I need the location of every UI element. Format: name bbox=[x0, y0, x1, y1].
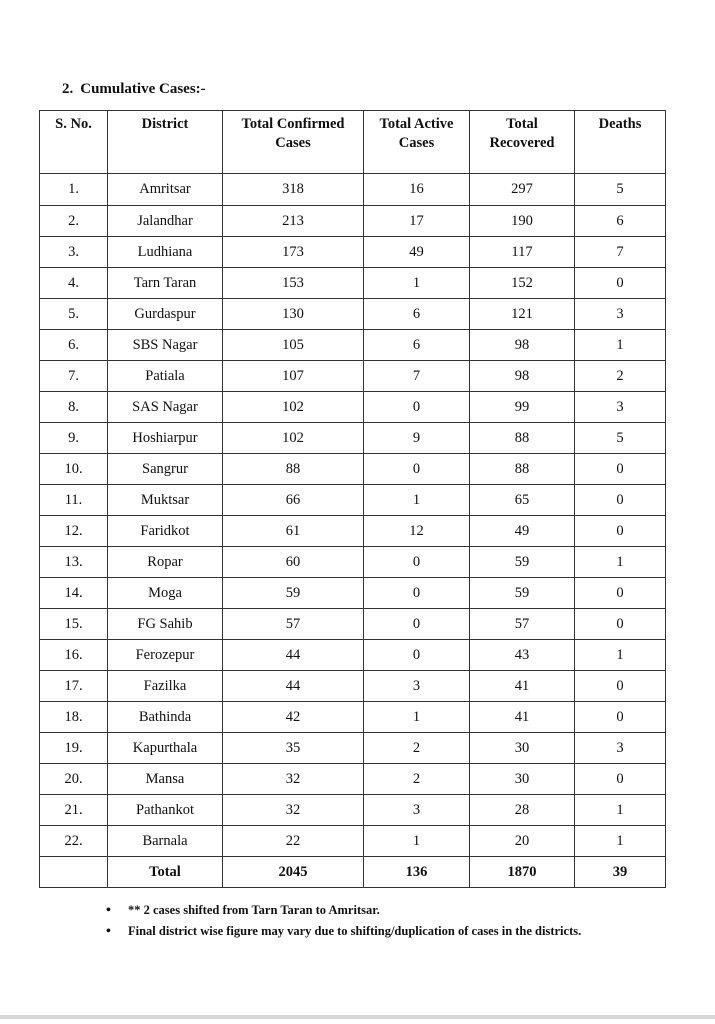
cell-district: Barnala bbox=[108, 826, 223, 857]
cell-active: 49 bbox=[364, 237, 470, 268]
table-header-row bbox=[40, 111, 666, 174]
cell-active: 0 bbox=[364, 609, 470, 640]
cell-recovered: 30 bbox=[470, 733, 575, 764]
cell-sno: 9. bbox=[40, 423, 108, 454]
cell-confirmed: 107 bbox=[223, 361, 364, 392]
table-row bbox=[40, 609, 666, 640]
cell-confirmed: 88 bbox=[223, 454, 364, 485]
cell-sno: 1. bbox=[40, 174, 108, 206]
cell-district: Mansa bbox=[108, 764, 223, 795]
cell-district: Kapurthala bbox=[108, 733, 223, 764]
header-district: District bbox=[108, 111, 223, 174]
table-row bbox=[40, 330, 666, 361]
cell-sno: 13. bbox=[40, 547, 108, 578]
cell-active: 1 bbox=[364, 826, 470, 857]
total-deaths: 39 bbox=[575, 857, 666, 888]
cell-deaths: 0 bbox=[575, 578, 666, 609]
table-row bbox=[40, 826, 666, 857]
cell-recovered: 98 bbox=[470, 330, 575, 361]
cell-district: Jalandhar bbox=[108, 206, 223, 237]
cell-recovered: 59 bbox=[470, 547, 575, 578]
cell-recovered: 30 bbox=[470, 764, 575, 795]
table-row bbox=[40, 299, 666, 330]
cell-sno: 16. bbox=[40, 640, 108, 671]
cell-active: 6 bbox=[364, 330, 470, 361]
header-deaths: Deaths bbox=[575, 111, 666, 174]
table-row bbox=[40, 578, 666, 609]
section-number: 2. bbox=[62, 81, 74, 97]
cell-confirmed: 59 bbox=[223, 578, 364, 609]
cell-active: 0 bbox=[364, 454, 470, 485]
cell-sno: 3. bbox=[40, 237, 108, 268]
cell-sno: 2. bbox=[40, 206, 108, 237]
cell-deaths: 1 bbox=[575, 330, 666, 361]
cell-confirmed: 105 bbox=[223, 330, 364, 361]
cumulative-cases-table bbox=[39, 110, 666, 888]
cell-confirmed: 102 bbox=[223, 392, 364, 423]
cell-recovered: 65 bbox=[470, 485, 575, 516]
cell-confirmed: 60 bbox=[223, 547, 364, 578]
cell-confirmed: 44 bbox=[223, 671, 364, 702]
cell-district: Fazilka bbox=[108, 671, 223, 702]
cell-confirmed: 22 bbox=[223, 826, 364, 857]
cell-sno: 11. bbox=[40, 485, 108, 516]
cell-active: 3 bbox=[364, 671, 470, 702]
table-body bbox=[40, 174, 666, 888]
header-sno: S. No. bbox=[40, 111, 108, 174]
cell-deaths: 5 bbox=[575, 423, 666, 454]
cell-active: 6 bbox=[364, 299, 470, 330]
cell-active: 9 bbox=[364, 423, 470, 454]
footnote-text: Final district wise figure may vary due to shifting/duplication of cases in the districts. bbox=[128, 924, 582, 938]
table-row bbox=[40, 206, 666, 237]
cell-deaths: 0 bbox=[575, 702, 666, 733]
footnote-text: ** 2 cases shifted from Tarn Taran to Amritsar. bbox=[128, 903, 380, 917]
cell-district: Faridkot bbox=[108, 516, 223, 547]
cell-recovered: 28 bbox=[470, 795, 575, 826]
bullet-icon: • bbox=[106, 924, 111, 939]
cell-district: SBS Nagar bbox=[108, 330, 223, 361]
cell-confirmed: 61 bbox=[223, 516, 364, 547]
table-row bbox=[40, 640, 666, 671]
page-bottom-divider bbox=[0, 1015, 715, 1019]
table-row bbox=[40, 516, 666, 547]
cell-active: 7 bbox=[364, 361, 470, 392]
table-row bbox=[40, 237, 666, 268]
cell-district: Bathinda bbox=[108, 702, 223, 733]
cell-recovered: 49 bbox=[470, 516, 575, 547]
total-confirmed: 2045 bbox=[223, 857, 364, 888]
table-row bbox=[40, 361, 666, 392]
cell-confirmed: 318 bbox=[223, 174, 364, 206]
cell-sno: 20. bbox=[40, 764, 108, 795]
cell-deaths: 3 bbox=[575, 733, 666, 764]
total-recovered: 1870 bbox=[470, 857, 575, 888]
cell-confirmed: 66 bbox=[223, 485, 364, 516]
cell-recovered: 190 bbox=[470, 206, 575, 237]
cell-recovered: 99 bbox=[470, 392, 575, 423]
cell-recovered: 152 bbox=[470, 268, 575, 299]
table-row bbox=[40, 174, 666, 206]
cell-confirmed: 44 bbox=[223, 640, 364, 671]
cell-deaths: 3 bbox=[575, 299, 666, 330]
cell-district: Gurdaspur bbox=[108, 299, 223, 330]
table-row bbox=[40, 671, 666, 702]
cell-recovered: 59 bbox=[470, 578, 575, 609]
cell-active: 17 bbox=[364, 206, 470, 237]
cell-recovered: 98 bbox=[470, 361, 575, 392]
cell-active: 3 bbox=[364, 795, 470, 826]
table-row bbox=[40, 454, 666, 485]
cell-deaths: 0 bbox=[575, 671, 666, 702]
header-active: Total Active Cases bbox=[364, 111, 470, 174]
cell-district: Ferozepur bbox=[108, 640, 223, 671]
cell-active: 1 bbox=[364, 702, 470, 733]
bullet-icon: • bbox=[106, 903, 111, 918]
cell-deaths: 0 bbox=[575, 764, 666, 795]
cell-deaths: 7 bbox=[575, 237, 666, 268]
cell-active: 2 bbox=[364, 733, 470, 764]
cell-deaths: 1 bbox=[575, 826, 666, 857]
cell-deaths: 3 bbox=[575, 392, 666, 423]
table-row bbox=[40, 392, 666, 423]
total-empty-cell bbox=[40, 857, 108, 888]
cell-sno: 17. bbox=[40, 671, 108, 702]
cell-active: 16 bbox=[364, 174, 470, 206]
cell-sno: 22. bbox=[40, 826, 108, 857]
cell-deaths: 0 bbox=[575, 609, 666, 640]
cell-confirmed: 173 bbox=[223, 237, 364, 268]
cell-district: Hoshiarpur bbox=[108, 423, 223, 454]
table-row bbox=[40, 795, 666, 826]
cell-district: FG Sahib bbox=[108, 609, 223, 640]
cell-recovered: 88 bbox=[470, 423, 575, 454]
cell-sno: 21. bbox=[40, 795, 108, 826]
cell-district: Pathankot bbox=[108, 795, 223, 826]
cell-sno: 12. bbox=[40, 516, 108, 547]
cell-sno: 8. bbox=[40, 392, 108, 423]
cell-confirmed: 32 bbox=[223, 764, 364, 795]
cell-recovered: 117 bbox=[470, 237, 575, 268]
cell-active: 2 bbox=[364, 764, 470, 795]
cell-sno: 15. bbox=[40, 609, 108, 640]
cell-sno: 6. bbox=[40, 330, 108, 361]
cell-recovered: 43 bbox=[470, 640, 575, 671]
cell-sno: 14. bbox=[40, 578, 108, 609]
cell-active: 12 bbox=[364, 516, 470, 547]
section-title: Cumulative Cases:- bbox=[80, 81, 206, 97]
cell-recovered: 20 bbox=[470, 826, 575, 857]
cell-district: Sangrur bbox=[108, 454, 223, 485]
cell-recovered: 41 bbox=[470, 702, 575, 733]
cell-confirmed: 35 bbox=[223, 733, 364, 764]
table-row bbox=[40, 733, 666, 764]
cell-active: 1 bbox=[364, 485, 470, 516]
cell-district: Ludhiana bbox=[108, 237, 223, 268]
cell-active: 0 bbox=[364, 578, 470, 609]
table-row bbox=[40, 764, 666, 795]
cell-confirmed: 57 bbox=[223, 609, 364, 640]
cell-deaths: 0 bbox=[575, 485, 666, 516]
cell-sno: 7. bbox=[40, 361, 108, 392]
table-row bbox=[40, 547, 666, 578]
footnote-item bbox=[106, 900, 581, 921]
cell-district: Patiala bbox=[108, 361, 223, 392]
cell-district: Ropar bbox=[108, 547, 223, 578]
cell-confirmed: 213 bbox=[223, 206, 364, 237]
header-confirmed: Total Confirmed Cases bbox=[223, 111, 364, 174]
cell-confirmed: 42 bbox=[223, 702, 364, 733]
footnotes-list bbox=[106, 900, 581, 942]
cell-sno: 5. bbox=[40, 299, 108, 330]
cell-recovered: 57 bbox=[470, 609, 575, 640]
cell-confirmed: 32 bbox=[223, 795, 364, 826]
cell-sno: 18. bbox=[40, 702, 108, 733]
cell-deaths: 0 bbox=[575, 516, 666, 547]
cell-district: SAS Nagar bbox=[108, 392, 223, 423]
cell-district: Tarn Taran bbox=[108, 268, 223, 299]
cell-recovered: 297 bbox=[470, 174, 575, 206]
cell-sno: 10. bbox=[40, 454, 108, 485]
cell-deaths: 6 bbox=[575, 206, 666, 237]
table-row bbox=[40, 423, 666, 454]
total-active: 136 bbox=[364, 857, 470, 888]
header-recovered: Total Recovered bbox=[470, 111, 575, 174]
cell-active: 1 bbox=[364, 268, 470, 299]
cell-recovered: 121 bbox=[470, 299, 575, 330]
cell-deaths: 2 bbox=[575, 361, 666, 392]
cell-deaths: 0 bbox=[575, 268, 666, 299]
cell-confirmed: 130 bbox=[223, 299, 364, 330]
table-row bbox=[40, 485, 666, 516]
cell-confirmed: 102 bbox=[223, 423, 364, 454]
cell-active: 0 bbox=[364, 392, 470, 423]
cell-sno: 4. bbox=[40, 268, 108, 299]
cell-deaths: 1 bbox=[575, 795, 666, 826]
table-row bbox=[40, 268, 666, 299]
cell-district: Amritsar bbox=[108, 174, 223, 206]
total-label: Total bbox=[108, 857, 223, 888]
footnote-item bbox=[106, 921, 581, 942]
cell-active: 0 bbox=[364, 547, 470, 578]
cell-deaths: 5 bbox=[575, 174, 666, 206]
table-total-row bbox=[40, 857, 666, 888]
cell-recovered: 88 bbox=[470, 454, 575, 485]
cell-active: 0 bbox=[364, 640, 470, 671]
cell-deaths: 0 bbox=[575, 454, 666, 485]
cell-sno: 19. bbox=[40, 733, 108, 764]
cell-deaths: 1 bbox=[575, 640, 666, 671]
cell-deaths: 1 bbox=[575, 547, 666, 578]
cell-confirmed: 153 bbox=[223, 268, 364, 299]
cell-district: Muktsar bbox=[108, 485, 223, 516]
table-row bbox=[40, 702, 666, 733]
cell-district: Moga bbox=[108, 578, 223, 609]
cell-recovered: 41 bbox=[470, 671, 575, 702]
section-heading bbox=[62, 81, 206, 98]
